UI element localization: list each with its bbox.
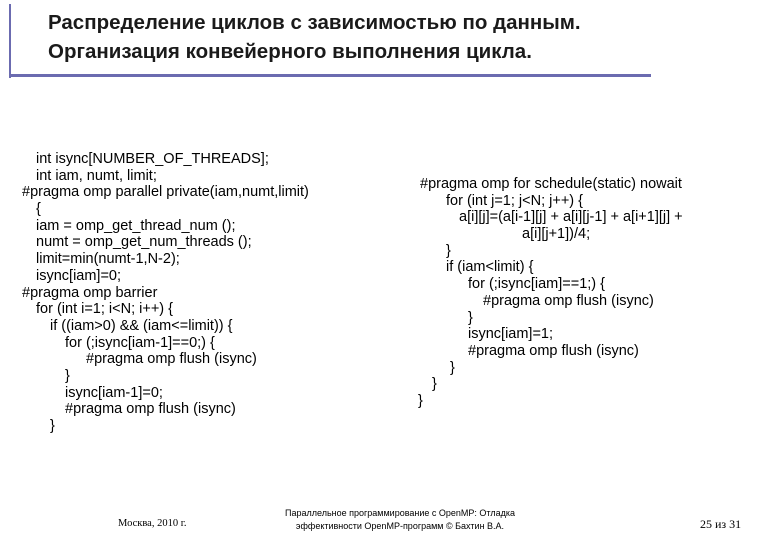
code-line: iam = omp_get_thread_num (); xyxy=(36,217,236,234)
footer-course-line-2: эффективности OpenMP-программ © Бахтин В.А. xyxy=(295,521,505,531)
code-line: if ((iam>0) && (iam<=limit)) { xyxy=(50,317,233,334)
code-line: #pragma omp parallel private(iam,numt,limit) xyxy=(22,184,309,201)
title-underline xyxy=(9,74,651,77)
title-accent-bar xyxy=(9,4,11,78)
code-line: for (;isync[iam-1]==0;) { xyxy=(65,334,215,351)
code-line: } xyxy=(446,242,451,259)
code-line: int iam, numt, limit; xyxy=(36,167,157,184)
code-line: if (iam<limit) { xyxy=(446,259,534,276)
code-line: } xyxy=(50,418,55,434)
code-line: numt = omp_get_num_threads (); xyxy=(36,234,252,251)
code-line: #pragma omp flush (isync) xyxy=(65,401,236,418)
code-line: for (int j=1; j<N; j++) { xyxy=(446,192,584,209)
footer-course-info xyxy=(250,507,550,533)
code-line: } xyxy=(65,367,70,384)
code-line: } xyxy=(432,376,437,393)
code-line: for (int i=1; i<N; i++) { xyxy=(36,301,174,318)
code-line: } xyxy=(450,359,455,376)
code-line: } xyxy=(418,392,423,409)
code-line: } xyxy=(468,309,473,326)
code-line: for (;isync[iam]==1;) { xyxy=(468,276,605,293)
code-line: isync[iam-1]=0; xyxy=(65,384,163,401)
code-line: int isync[NUMBER_OF_THREADS]; xyxy=(36,151,269,167)
footer-location-date: Москва, 2010 г. xyxy=(118,518,187,529)
code-line: #pragma omp flush (isync) xyxy=(483,292,654,309)
code-line: #pragma omp flush (isync) xyxy=(86,351,257,368)
code-line: a[i][j]=(a[i-1][j] + a[i][j-1] + a[i+1][j] + xyxy=(459,209,683,226)
code-line: limit=min(numt-1,N-2); xyxy=(36,251,180,268)
code-line: #pragma omp flush (isync) xyxy=(468,342,639,359)
code-line: #pragma omp barrier xyxy=(22,284,158,301)
title-line-1: Распределение циклов с зависимостью по данным. xyxy=(48,11,581,34)
code-line: a[i][j+1])/4; xyxy=(522,226,591,243)
title-line-2: Организация конвейерного выполнения цикла. xyxy=(48,40,532,63)
code-line: #pragma omp for schedule(static) nowait xyxy=(420,176,682,192)
code-line: isync[iam]=0; xyxy=(36,267,122,284)
code-line: isync[iam]=1; xyxy=(468,326,554,343)
code-block-right xyxy=(0,176,780,410)
slide-title xyxy=(48,8,748,66)
footer-course-line-1: Параллельное программирование с OpenMP: Отладка xyxy=(285,508,515,518)
page-number: 25 из 31 xyxy=(700,517,742,531)
code-line: { xyxy=(36,201,41,218)
